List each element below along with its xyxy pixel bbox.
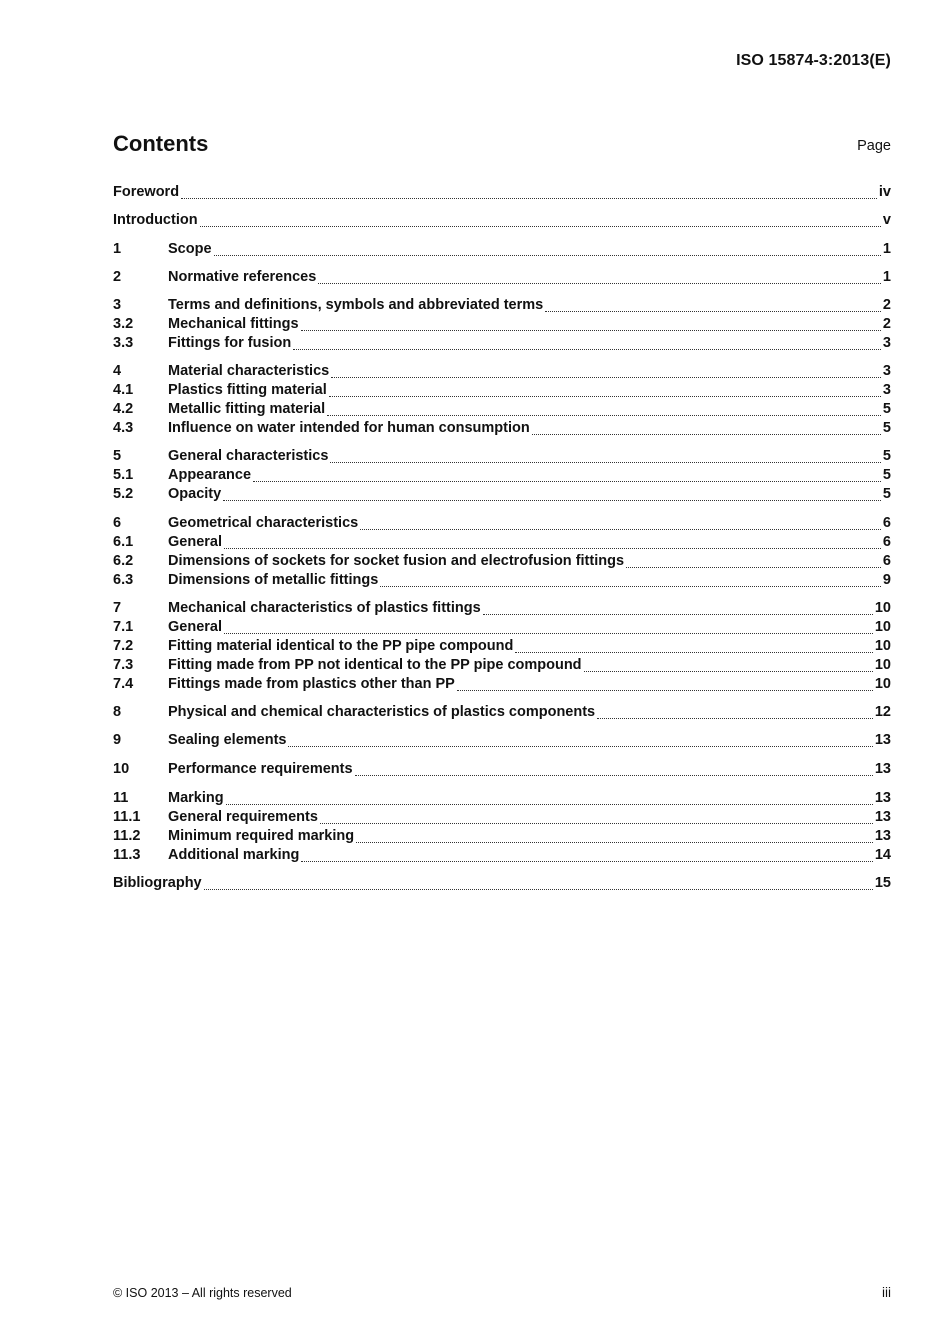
page-number: iii	[882, 1285, 891, 1300]
toc-entry[interactable]	[113, 466, 891, 485]
toc-entry-title: Opacity	[168, 486, 222, 503]
toc-entry-number: 3.2	[113, 315, 134, 332]
toc-entry[interactable]	[113, 571, 891, 590]
toc-entry-page: 6	[882, 552, 891, 569]
toc-entry[interactable]	[113, 315, 891, 334]
toc-entry[interactable]	[113, 808, 891, 827]
toc-entry-number: 7.1	[113, 618, 134, 635]
toc-entry-number: 4.3	[113, 419, 134, 436]
contents-title: Contents	[113, 131, 209, 156]
toc-group	[113, 874, 891, 893]
toc-entry-page: 10	[874, 656, 891, 673]
toc-entry[interactable]	[113, 485, 891, 504]
toc-entry-title: Fitting material identical to the PP pipe compound	[168, 637, 514, 654]
toc-group	[113, 789, 891, 865]
toc-entry-page: 3	[882, 362, 891, 379]
toc-entry[interactable]	[113, 533, 891, 552]
toc-entry-number: 4	[113, 362, 122, 379]
toc-entry-title: Introduction	[113, 212, 198, 229]
toc-entry-number: 7.2	[113, 637, 134, 654]
toc-group	[113, 703, 891, 722]
dot-leader	[329, 381, 881, 400]
toc-entry-number: 8	[113, 704, 122, 721]
toc-entry[interactable]	[113, 731, 891, 750]
dot-leader	[293, 334, 881, 353]
toc-entry-number: 11.1	[113, 808, 141, 825]
toc-entry-page: 5	[882, 400, 891, 417]
toc-group	[113, 362, 891, 438]
toc-entry-title: Fitting made from PP not identical to the PP pipe compound	[168, 656, 582, 673]
toc-entry-page: 10	[874, 618, 891, 635]
toc-entry-page: 12	[874, 704, 891, 721]
toc-entry-page: 3	[882, 334, 891, 351]
dot-leader	[288, 731, 872, 750]
toc-entry-number: 10	[113, 761, 130, 778]
toc-entry-number: 5.2	[113, 486, 134, 503]
toc-entry-page: 10	[874, 599, 891, 616]
toc-entry-page: 5	[882, 448, 891, 465]
toc-entry-title: Fittings for fusion	[168, 334, 292, 351]
toc-entry[interactable]	[113, 334, 891, 353]
dot-leader	[214, 240, 881, 259]
toc-group	[113, 296, 891, 353]
dot-leader	[318, 268, 881, 287]
dot-leader	[181, 183, 877, 202]
toc-entry-number: 11.2	[113, 827, 141, 844]
toc-group	[113, 599, 891, 694]
toc-entry-title: Additional marking	[168, 846, 300, 863]
toc-entry[interactable]	[113, 183, 891, 202]
dot-leader	[204, 874, 873, 893]
toc-entry-title: General requirements	[168, 808, 318, 825]
toc-entry-title: Terms and definitions, symbols and abbreviated terms	[168, 296, 544, 313]
toc-entry-page: 6	[882, 533, 891, 550]
toc-group	[113, 760, 891, 779]
toc-entry-page: iv	[878, 184, 891, 200]
toc-entry-number: 2	[113, 268, 122, 285]
toc-group	[113, 183, 891, 202]
toc-entry-title: Foreword	[113, 184, 180, 200]
toc-entry-title: Metallic fitting material	[168, 400, 326, 417]
toc-entry[interactable]	[113, 240, 891, 259]
toc-entry[interactable]	[113, 675, 891, 694]
toc-entry-page: 15	[874, 875, 891, 892]
toc-entry-page: 13	[874, 827, 891, 844]
dot-leader	[223, 485, 881, 504]
toc-entry[interactable]	[113, 419, 891, 438]
toc-entry-title: Influence on water intended for human consumption	[168, 419, 530, 436]
toc-entry-title: Sealing elements	[168, 732, 287, 749]
toc-entry-title: General	[168, 533, 222, 550]
toc-entry-number: 6.2	[113, 552, 134, 569]
toc-entry-title: Appearance	[168, 467, 252, 484]
toc-entry-title: Mechanical characteristics of plastics fittings	[168, 599, 481, 616]
copyright-notice: © ISO 2013 – All rights reserved	[113, 1286, 292, 1300]
toc-group	[113, 211, 891, 230]
dot-leader	[584, 656, 873, 675]
dot-leader	[327, 400, 881, 419]
toc-entry[interactable]	[113, 447, 891, 466]
table-of-contents	[113, 183, 891, 893]
toc-entry[interactable]	[113, 514, 891, 533]
toc-entry[interactable]	[113, 760, 891, 779]
toc-entry[interactable]	[113, 703, 891, 722]
toc-entry-title: Dimensions of sockets for socket fusion and electrofusion fittings	[168, 552, 625, 569]
toc-entry[interactable]	[113, 789, 891, 808]
toc-entry-page: 3	[882, 381, 891, 398]
dot-leader	[320, 808, 873, 827]
toc-entry-title: General	[168, 618, 222, 635]
toc-entry-page: 2	[882, 315, 891, 332]
toc-entry-number: 7	[113, 599, 122, 616]
dot-leader	[224, 618, 873, 637]
toc-entry-page: 13	[874, 761, 891, 778]
toc-entry-page: 10	[874, 675, 891, 692]
dot-leader	[380, 571, 881, 590]
toc-entry[interactable]	[113, 268, 891, 287]
dot-leader	[355, 760, 873, 779]
toc-entry[interactable]	[113, 400, 891, 419]
dot-leader	[515, 637, 873, 656]
toc-group	[113, 268, 891, 287]
toc-group	[113, 731, 891, 750]
toc-entry-page: v	[882, 212, 891, 229]
dot-leader	[301, 315, 881, 334]
toc-entry-number: 4.2	[113, 400, 134, 417]
toc-entry-number: 3.3	[113, 334, 134, 351]
toc-entry-title: Performance requirements	[168, 761, 353, 778]
toc-entry-title: Minimum required marking	[168, 827, 355, 844]
toc-entry-page: 9	[882, 571, 891, 588]
dot-leader	[331, 362, 881, 381]
dot-leader	[545, 296, 881, 315]
toc-entry-title: Marking	[168, 789, 224, 806]
toc-entry-title: Fittings made from plastics other than PP	[168, 675, 455, 692]
toc-entry-number: 7.3	[113, 656, 134, 673]
toc-group	[113, 447, 891, 504]
toc-entry-title: Normative references	[168, 268, 317, 285]
toc-entry-page: 14	[874, 846, 891, 863]
toc-entry-page: 6	[882, 514, 891, 531]
dot-leader	[532, 419, 881, 438]
dot-leader	[360, 514, 881, 533]
toc-entry-page: 2	[882, 296, 891, 313]
toc-entry-page: 1	[882, 240, 891, 257]
toc-entry-title: Mechanical fittings	[168, 315, 299, 332]
dot-leader	[457, 675, 873, 694]
toc-entry[interactable]	[113, 656, 891, 675]
toc-entry-number: 6.3	[113, 571, 134, 588]
toc-entry[interactable]	[113, 618, 891, 637]
dot-leader	[301, 846, 873, 865]
toc-entry-page: 10	[874, 637, 891, 654]
toc-entry[interactable]	[113, 211, 891, 230]
toc-entry-number: 1	[113, 240, 122, 257]
toc-entry-number: 5.1	[113, 467, 134, 484]
toc-group	[113, 514, 891, 590]
toc-entry-number: 4.1	[113, 381, 134, 398]
toc-entry-page: 13	[874, 732, 891, 749]
toc-entry-title: Dimensions of metallic fittings	[168, 571, 379, 588]
toc-entry-number: 6	[113, 514, 122, 531]
toc-entry[interactable]	[113, 552, 891, 571]
toc-entry-page: 1	[882, 268, 891, 285]
dot-leader	[597, 703, 873, 722]
toc-entry[interactable]	[113, 637, 891, 656]
toc-group	[113, 240, 891, 259]
dot-leader	[226, 789, 873, 808]
toc-entry[interactable]	[113, 827, 891, 846]
dot-leader	[224, 533, 881, 552]
toc-entry-title: Geometrical characteristics	[168, 514, 359, 531]
toc-entry-page: 13	[874, 808, 891, 825]
toc-entry-title: Scope	[168, 240, 212, 257]
toc-entry-title: Physical and chemical characteristics of plastics components	[168, 704, 596, 721]
toc-entry-number: 11.3	[113, 846, 141, 863]
toc-entry-page: 5	[882, 486, 891, 503]
page-column-label: Page	[857, 138, 891, 154]
toc-entry[interactable]	[113, 296, 891, 315]
dot-leader	[483, 599, 873, 618]
toc-entry-title: Plastics fitting material	[168, 381, 327, 398]
toc-entry-title: Material characteristics	[168, 362, 330, 379]
toc-entry-page: 5	[882, 467, 891, 484]
dot-leader	[253, 466, 881, 485]
document-id: ISO 15874-3:2013(E)	[736, 52, 891, 69]
toc-entry-page: 13	[874, 789, 891, 806]
toc-entry[interactable]	[113, 381, 891, 400]
toc-entry-number: 7.4	[113, 675, 134, 692]
toc-entry-number: 5	[113, 448, 122, 465]
dot-leader	[626, 552, 881, 571]
toc-entry-number: 6.1	[113, 533, 134, 550]
dot-leader	[200, 211, 881, 230]
toc-entry-page: 5	[882, 419, 891, 436]
toc-entry[interactable]	[113, 846, 891, 865]
toc-entry-number: 11	[113, 789, 129, 806]
toc-entry-number: 9	[113, 732, 122, 749]
toc-entry-title: Bibliography	[113, 875, 202, 892]
dot-leader	[330, 447, 881, 466]
toc-entry-number: 3	[113, 296, 122, 313]
dot-leader	[356, 827, 873, 846]
toc-entry[interactable]	[113, 874, 891, 893]
toc-entry[interactable]	[113, 362, 891, 381]
toc-entry-title: General characteristics	[168, 448, 329, 465]
toc-entry[interactable]	[113, 599, 891, 618]
